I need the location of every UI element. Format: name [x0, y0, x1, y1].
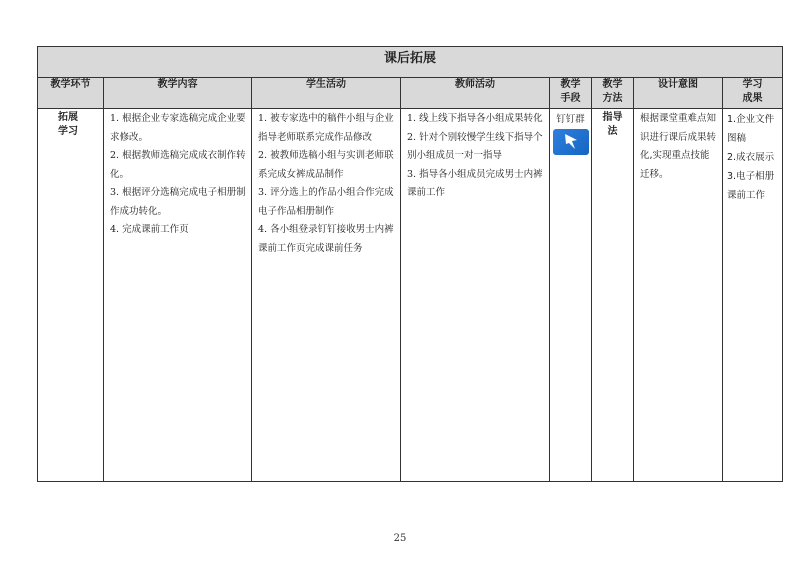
cell-teaching-tool: [550, 109, 592, 482]
stage-line2: 学习: [58, 126, 78, 137]
content-item-1: 1. 根据企业专家选稿完成企业要求修改。: [110, 113, 246, 143]
outcome-item-1: 1.企业文件图稿: [727, 114, 775, 144]
tool-label: 钉钉群: [556, 114, 585, 125]
cell-stage: [38, 109, 104, 482]
teacher-item-2: 2. 针对个别较慢学生线下指导个别小组成员一对一指导: [407, 131, 543, 161]
content-item-3: 3. 根据评分选稿完成电子相册制作成功转化。: [110, 187, 246, 217]
header-teaching-method: [592, 78, 634, 109]
outcome-item-2: 2.成衣展示: [727, 152, 775, 163]
student-item-4: 4. 各小组登录钉钉接收男士内裤课前工作页完成课前任务: [258, 224, 394, 254]
table-title: 课后拓展: [38, 47, 783, 78]
table-title-row: [38, 47, 783, 78]
header-learning-outcome: [723, 78, 783, 109]
content-item-2: 2. 根据教师选稿完成成衣制作转化。: [110, 150, 246, 180]
header-content: 教学内容: [104, 78, 252, 109]
header-design-intent: 设计意图: [634, 78, 723, 109]
student-item-2: 2. 被教师选稿小组与实训老师联系完成女裤成品制作: [258, 150, 394, 180]
teacher-item-3: 3. 指导各小组成员完成男士内裤课前工作: [407, 168, 543, 198]
dingtalk-logo-icon: [560, 132, 582, 152]
cell-content: [104, 109, 252, 482]
cell-learning-outcome: [723, 109, 783, 482]
header-teaching-tool-line1: 教学: [560, 79, 581, 90]
cell-design-intent: [634, 109, 723, 482]
header-teaching-tool-line2: 手段: [560, 93, 581, 104]
outcome-item-3: 3.电子相册课前工作: [727, 171, 775, 201]
header-teaching-method-line1: 教学: [602, 79, 623, 90]
design-text: 根据课堂重难点知识进行课后成果转化,实现重点技能迁移。: [640, 113, 717, 180]
content-item-4: 4. 完成课前工作页: [110, 224, 189, 235]
header-student-activity: 学生活动: [252, 78, 401, 109]
table-header-row: [38, 78, 783, 109]
page-number: 25: [393, 533, 407, 544]
method-text: 指导法: [602, 112, 623, 137]
stage-line1: 拓展: [58, 112, 78, 123]
lesson-plan-table: [37, 46, 783, 482]
header-learning-outcome-line1: 学习: [742, 79, 763, 90]
cell-student-activity: [252, 109, 401, 482]
student-item-3: 3. 评分选上的作品小组合作完成电子作品相册制作: [258, 187, 394, 217]
table-row: [38, 109, 783, 482]
header-teaching-method-line2: 方法: [602, 93, 623, 104]
teacher-item-1: 1. 线上线下指导各小组成果转化: [407, 113, 543, 124]
header-learning-outcome-line2: 成果: [742, 93, 763, 104]
student-item-1: 1. 被专家选中的稿件小组与企业指导老师联系完成作品修改: [258, 113, 394, 143]
dingtalk-app-icon: [553, 129, 589, 155]
header-stage: 教学环节: [38, 78, 104, 109]
cell-teaching-method: [592, 109, 634, 482]
cell-teacher-activity: [401, 109, 550, 482]
header-teaching-tool: [550, 78, 592, 109]
header-teacher-activity: 教师活动: [401, 78, 550, 109]
stage-label: [38, 109, 103, 139]
